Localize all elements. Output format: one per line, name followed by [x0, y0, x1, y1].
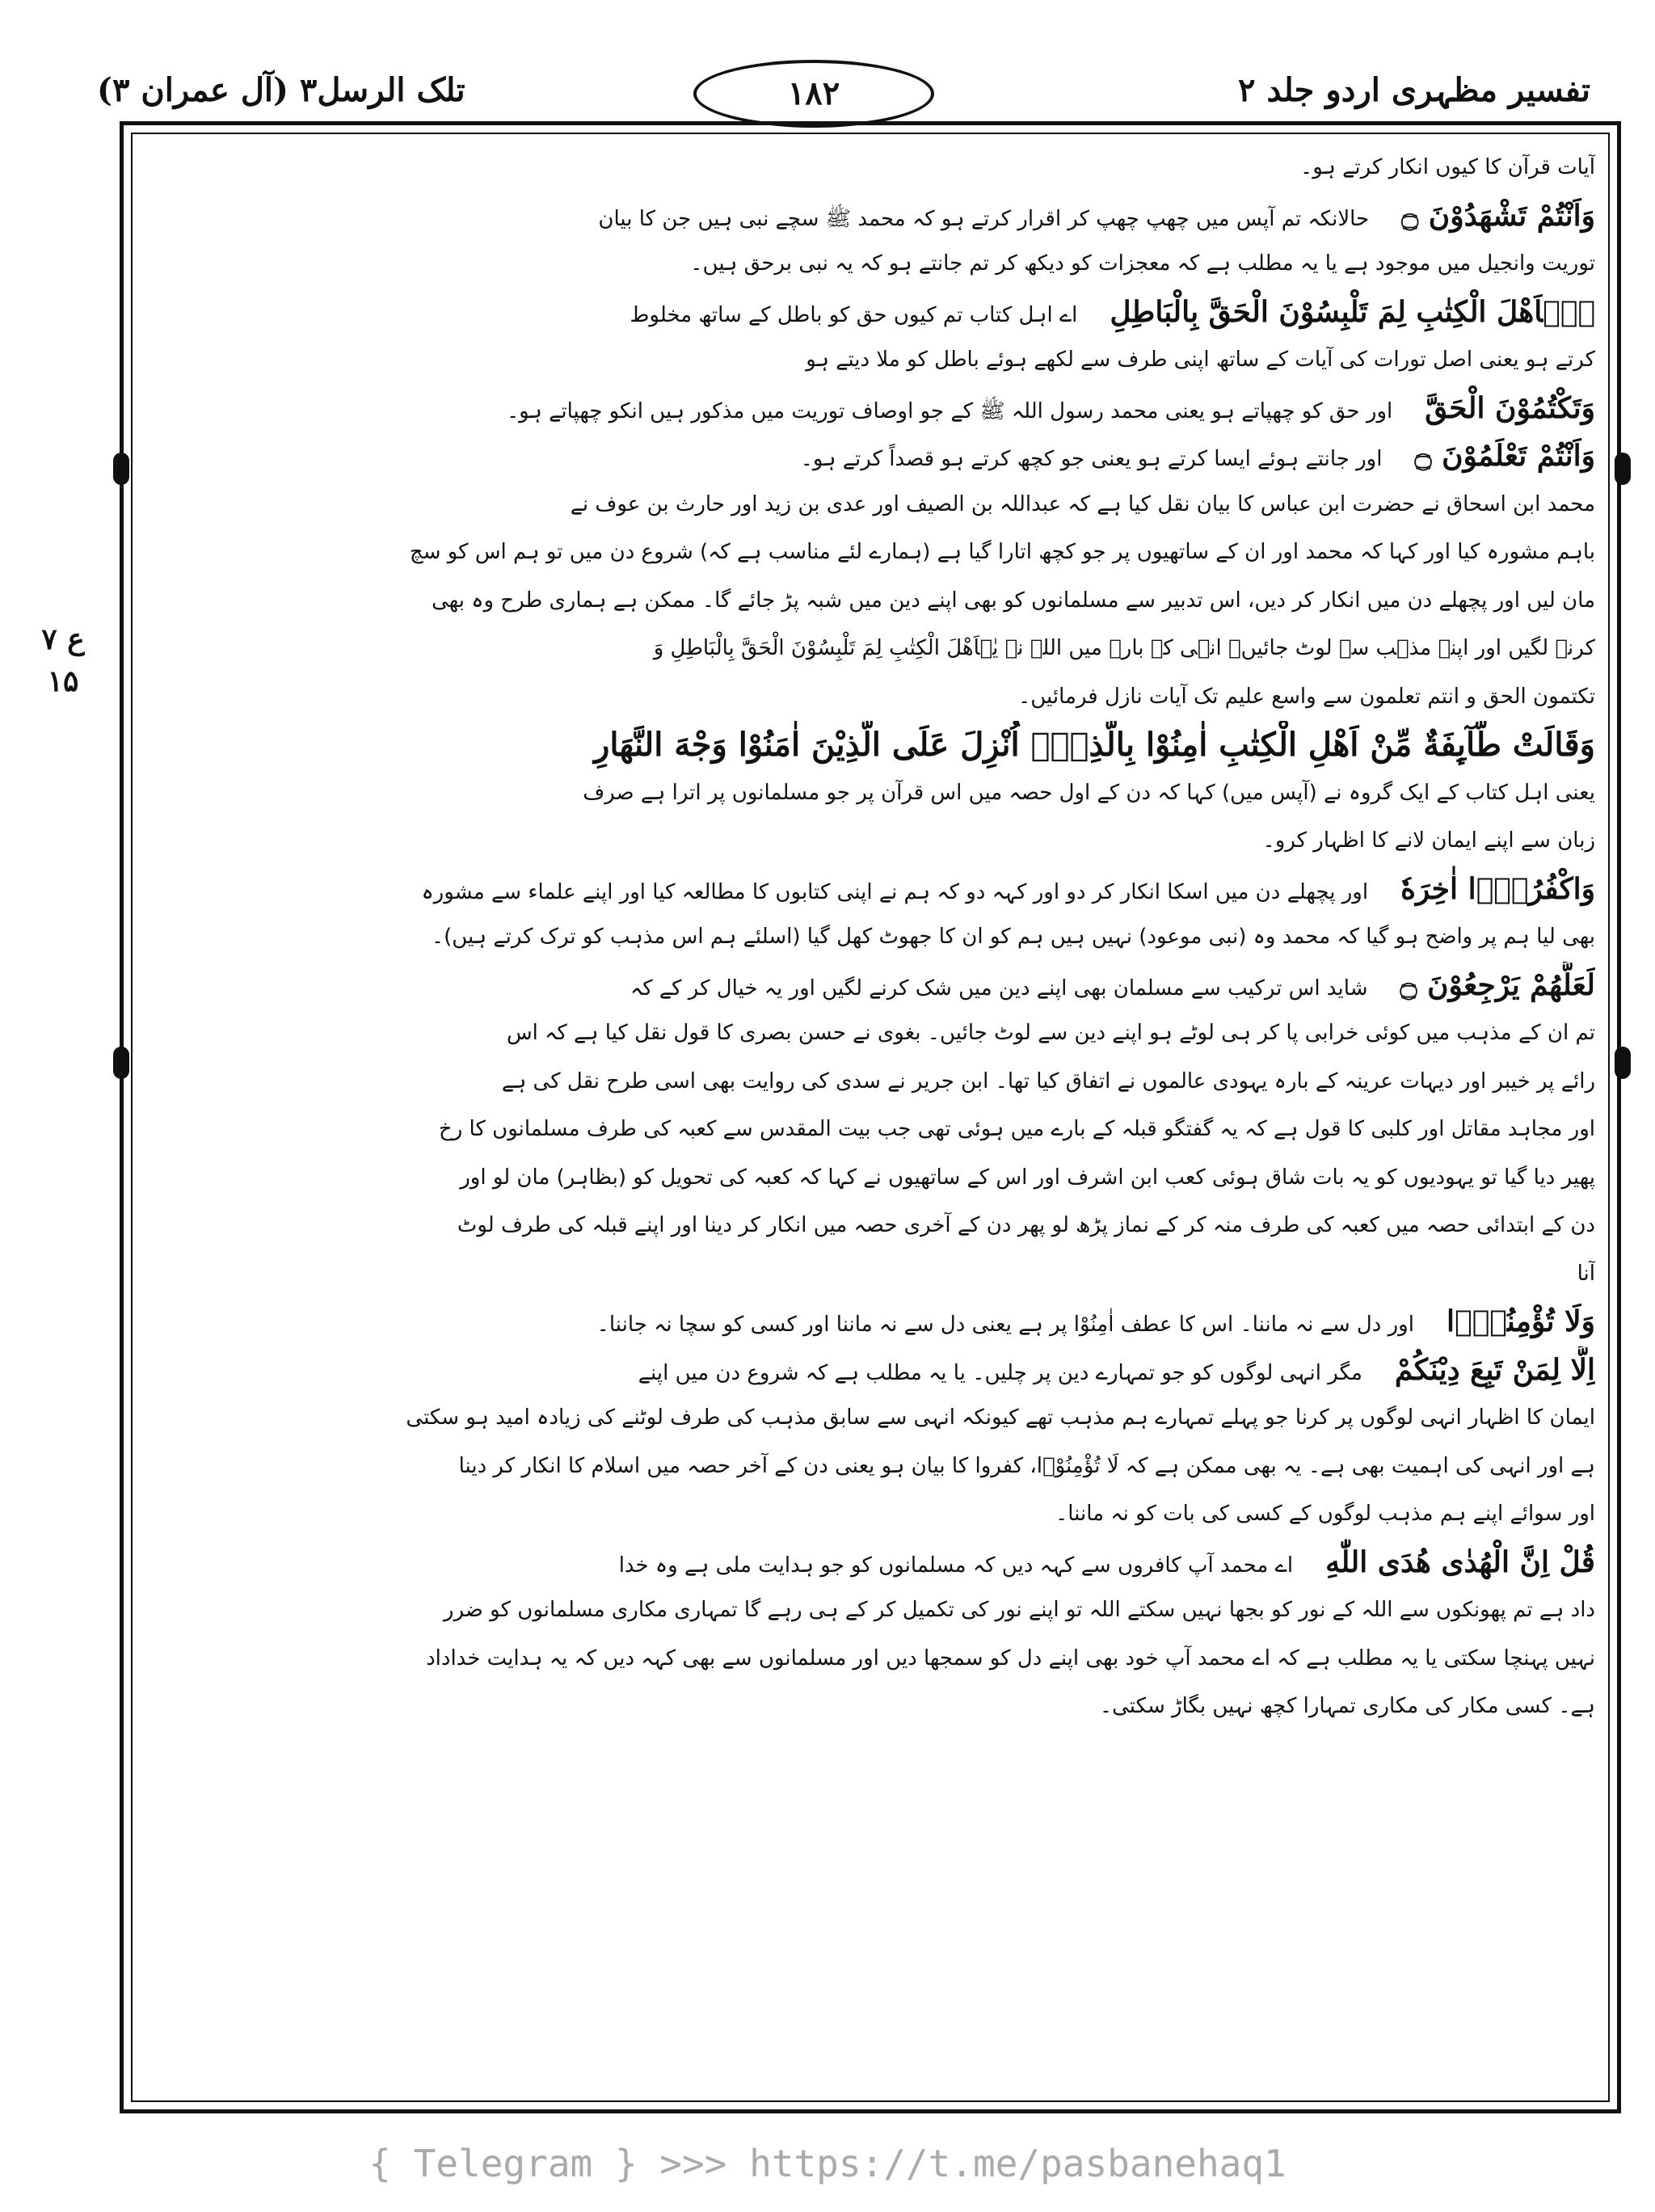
commentary-text: دن کے ابتدائی حصہ میں کعبہ کی طرف منہ کر کے نماز پڑھ لو پھر دن کے آخری حصہ میں انکار کر دینا اور اپنے قبلہ کی طرف لوٹ — [457, 1213, 1595, 1237]
text-line — [145, 1154, 1595, 1203]
commentary-text: ہے اور انہی کی اہمیت بھی ہے۔ یہ بھی ممکن ہے کہ لَا تُؤْمِنُوْۤا، کفروا کا بیان ہو یعنی دن کے آخر حصہ میں اسلام کا انکار کر دینا — [458, 1453, 1595, 1478]
commentary-text: زبان سے اپنے ایمان لانے کا اظہار کرو۔ — [1262, 828, 1595, 853]
commentary-text: اور سوائے اپنے ہم مذہب لوگوں کے کسی کی بات کو نہ ماننا۔ — [1055, 1502, 1595, 1526]
commentary-text: کرنے لگیں اور اپنے مذہب سے لوٹ جائیں۔ انہی کے بارے میں اللہ نے یٰۤاَهْلَ الْكِتٰبِ لِمَ تَلْبِسُوْنَ الْحَقَّ بِالْبَاطِلِ وَ — [653, 636, 1595, 660]
text-line — [145, 1058, 1595, 1106]
text-line — [145, 866, 1595, 914]
commentary-text: آیات قرآن کا کیوں انکار کرتے ہو۔ — [1300, 155, 1595, 179]
text-line — [145, 1202, 1595, 1250]
text-line — [145, 1586, 1595, 1635]
text-line — [145, 817, 1595, 866]
binding-mark — [1615, 1047, 1631, 1079]
text-line — [145, 1009, 1595, 1058]
header-section-title: تلک الرسل۳ (آل عمران ۳) — [97, 71, 465, 109]
commentary-text: تم ان کے مذہب میں کوئی خرابی پا کر ہی لوٹے ہو اپنے دین سے لوٹ جائیں۔ بغوی نے حسن بصری کا قول نقل کیا ہے کہ اس — [506, 1021, 1595, 1045]
quran-verse: يٰۤاَهْلَ الْكِتٰبِ لِمَ تَلْبِسُوْنَ الْحَقَّ بِالْبَاطِلِ — [1110, 294, 1595, 329]
commentary-text: بھی لیا ہم پر واضح ہو گیا کہ محمد وہ (نبی موعود) نہیں ہیں ہم کو ان کا جھوٹ کھل گیا (اسلئے ہم اس مذہب کو ترک کرتے ہیں)۔ — [431, 925, 1595, 949]
text-line — [145, 673, 1595, 722]
header-book-title: تفسیر مظہری اردو جلد ۲ — [1238, 71, 1590, 109]
text-line — [145, 289, 1595, 337]
quran-verse: قُلْ اِنَّ الْهُدٰى هُدَى اللّٰهِ — [1325, 1544, 1595, 1579]
text-line — [145, 1106, 1595, 1154]
verse-translation: اور حق کو چھپاتے ہو یعنی محمد رسول اللہ ﷺ کے جو اوصاف توریت میں مذکور ہیں انکو چھپاتے ہو۔ — [506, 398, 1393, 423]
commentary-text: اور مجاہد مقاتل اور کلبی کا قول ہے کہ یہ گفتگو قبلہ کے بارے میں ہوئی تھی جب بیت المقدس سے کعبہ کی طرف مسلمانوں کا رخ — [438, 1117, 1595, 1141]
verse-translation: اور دل سے نہ ماننا۔ اس کا عطف اٰمِنُوْا پر ہے یعنی دل سے نہ ماننا اور کسی کو سچا نہ جاننا۔ — [596, 1312, 1414, 1337]
verse-translation: اے محمد آپ کافروں سے کہہ دیں کہ مسلمانوں کو جو ہدایت ملی ہے وہ خدا — [618, 1553, 1294, 1578]
quran-verse: وَاَنْتُمْ تَشْهَدُوْنَ ۝ — [1401, 198, 1595, 233]
quran-verse: وَتَكْتُمُوْنَ الْحَقَّ — [1425, 390, 1595, 425]
text-line — [145, 144, 1595, 192]
text-line — [145, 529, 1595, 577]
text-line — [145, 385, 1595, 433]
verse-translation: حالانکہ تم آپس میں چھپ چھپ کر اقرار کرتے ہو کہ محمد ﷺ سچے نبی ہیں جن کا بیان — [598, 206, 1370, 231]
quran-verse: وَلَا تُؤْمِنُوْۤا — [1446, 1304, 1595, 1338]
commentary-text: کرتے ہو یعنی اصل تورات کی آیات کے ساتھ اپنی طرف سے لکھے ہوئے باطل کو ملا دیتے ہو — [806, 348, 1595, 372]
text-line — [145, 1490, 1595, 1539]
text-line — [145, 192, 1595, 241]
ruku-number: ۱۵ — [47, 664, 79, 698]
text-line — [145, 1683, 1595, 1731]
telegram-footer: { Telegram } >>> https://t.me/pasbanehaq1 — [368, 2142, 1287, 2185]
binding-mark — [1615, 453, 1631, 485]
commentary-text: پھیر دیا گیا تو یہودیوں کو یہ بات شاق ہوئی کعب ابن اشرف اور اس کے ساتھیوں نے کہا کہ کعبہ کی تحویل کو (بظاہر) مان لو اور — [460, 1165, 1595, 1190]
commentary-text: داد ہے تم پھونکوں سے اللہ کے نور کو بجھا نہیں سکتے اللہ تو اپنے نور کی تکمیل کر کے ہی رہے گا تمہاری مکاری مسلمانوں کو ضرر — [443, 1598, 1595, 1622]
ruku-margin-note — [39, 622, 87, 698]
binding-mark — [113, 453, 129, 485]
text-line — [145, 1443, 1595, 1491]
page-header — [0, 0, 1655, 121]
text-line — [145, 1539, 1595, 1587]
verse-translation: شاید اس ترکیب سے مسلمان بھی اپنے دین میں شک کرنے لگیں اور یہ خیال کر کے کہ — [630, 975, 1368, 1001]
commentary-text: ایمان کا اظہار انہی لوگوں پر کرنا جو پہلے تمہارے ہم مذہب تھے کیونکہ انہی سے سابق مذہب کی طرف لوٹنے کی زیادہ امید ہو سکتی — [406, 1405, 1595, 1430]
quran-verse-heading: وَقَالَتْ طَّآىِٕفَةٌ مِّنْ اَهْلِ الْكِتٰبِ اٰمِنُوْا بِالَّذِیْۤ اُنْزِلَ عَلَى الَّذِیْنَ اٰمَنُوْا وَجْهَ النَّهَارِ — [594, 726, 1595, 764]
commentary-text: یعنی اہل کتاب کے ایک گروہ نے (آپس میں) کہا کہ دن کے اول حصہ میں اس قرآن پر جو مسلمانوں پر اترا ہے صرف — [583, 780, 1595, 805]
commentary-text: نہیں پہنچا سکتی یا یہ مطلب ہے کہ اے محمد آپ خود بھی اپنے دل کو سمجھا دیں اور مسلمانوں سے بھی کہہ دیں کہ یہ ہدایت خداداد — [426, 1645, 1595, 1671]
quran-verse: وَاَنْتُمْ تَعْلَمُوْنَ ۝ — [1414, 439, 1595, 473]
text-line — [145, 769, 1595, 818]
text-line — [145, 336, 1595, 385]
commentary-text: باہم مشورہ کیا اور کہا کہ محمد اور ان کے ساتھیوں پر جو کچھ اتارا گیا ہے (ہمارے لئے مناسب ہے کہ) شروع دن میں تو ہم اس کو سچ — [409, 540, 1595, 564]
verse-translation: اے اہل کتاب تم کیوں حق کو باطل کے ساتھ مخلوط — [630, 302, 1078, 327]
text-line — [145, 240, 1595, 289]
commentary-text: محمد ابن اسحاق نے حضرت ابن عباس کا بیان نقل کیا ہے کہ عبداللہ بن الصیف اور عدی بن زید اور حارث بن عوف نے — [570, 491, 1595, 516]
ruku-marker: ع ۷ — [41, 622, 85, 656]
text-line — [145, 913, 1595, 962]
text-line — [145, 1298, 1595, 1346]
verse-translation: اور جانتے ہوئے ایسا کرتے ہو یعنی جو کچھ کرتے ہو قصداً کرتے ہو۔ — [800, 447, 1383, 471]
text-line — [145, 577, 1595, 626]
text-line — [145, 625, 1595, 673]
commentary-text: توریت وانجیل میں موجود ہے یا یہ مطلب ہے کہ معجزات کو دیکھ کر تم جانتے ہو کہ یہ نبی برحق ہیں۔ — [690, 251, 1595, 276]
commentary-text: تکتمون الحق و انتم تعلمون سے واسع علیم تک آیات نازل فرمائیں۔ — [1017, 684, 1595, 709]
text-line — [145, 1394, 1595, 1443]
text-line — [145, 432, 1595, 481]
commentary-text: آنا — [1577, 1261, 1595, 1286]
text-line — [145, 962, 1595, 1010]
binding-mark — [113, 1047, 129, 1079]
verse-translation: اور پچھلے دن میں اسکا انکار کر دو اور کہہ دو کہ ہم نے اپنی کتابوں کا مطالعہ کیا اور اپنے علماء سے مشورہ — [421, 879, 1369, 904]
quran-verse: لَعَلَّهُمْ یَرْجِعُوْنَ ۝ — [1400, 967, 1595, 1002]
commentary-text: مان لیں اور پچھلے دن میں انکار کر دیں، اس تدبیر سے مسلمانوں کو بھی اپنے دین میں شبہ پڑ جائے گا۔ ممکن ہے ہماری طرح وہ بھی — [432, 588, 1595, 613]
commentary-text: ہے۔ کسی مکار کی مکاری تمہارا کچھ نہیں بگاڑ سکتی۔ — [1099, 1694, 1595, 1718]
text-line — [145, 1250, 1595, 1299]
page-number: ۱۸۲ — [693, 60, 934, 128]
commentary-body — [145, 144, 1595, 2092]
quran-verse: وَاكْفُرُوْۤا اٰخِرَهٗ — [1400, 871, 1595, 906]
text-line — [145, 721, 1595, 769]
text-line — [145, 481, 1595, 529]
commentary-text: رائے پر خیبر اور دیہات عرینہ کے بارہ یہودی عالموں نے اتفاق کیا تھا۔ ابن جریر نے سدی کی روایت بھی اسی طرح نقل کی ہے — [501, 1068, 1595, 1093]
text-line — [145, 1635, 1595, 1683]
verse-translation: مگر انہی لوگوں کو جو تمہارے دین پر چلیں۔ یا یہ مطلب ہے کہ شروع دن میں اپنے — [638, 1360, 1362, 1385]
quran-verse: اِلَّا لِمَنْ تَبِعَ دِیْنَكُمْ — [1394, 1352, 1595, 1387]
text-line — [145, 1346, 1595, 1395]
